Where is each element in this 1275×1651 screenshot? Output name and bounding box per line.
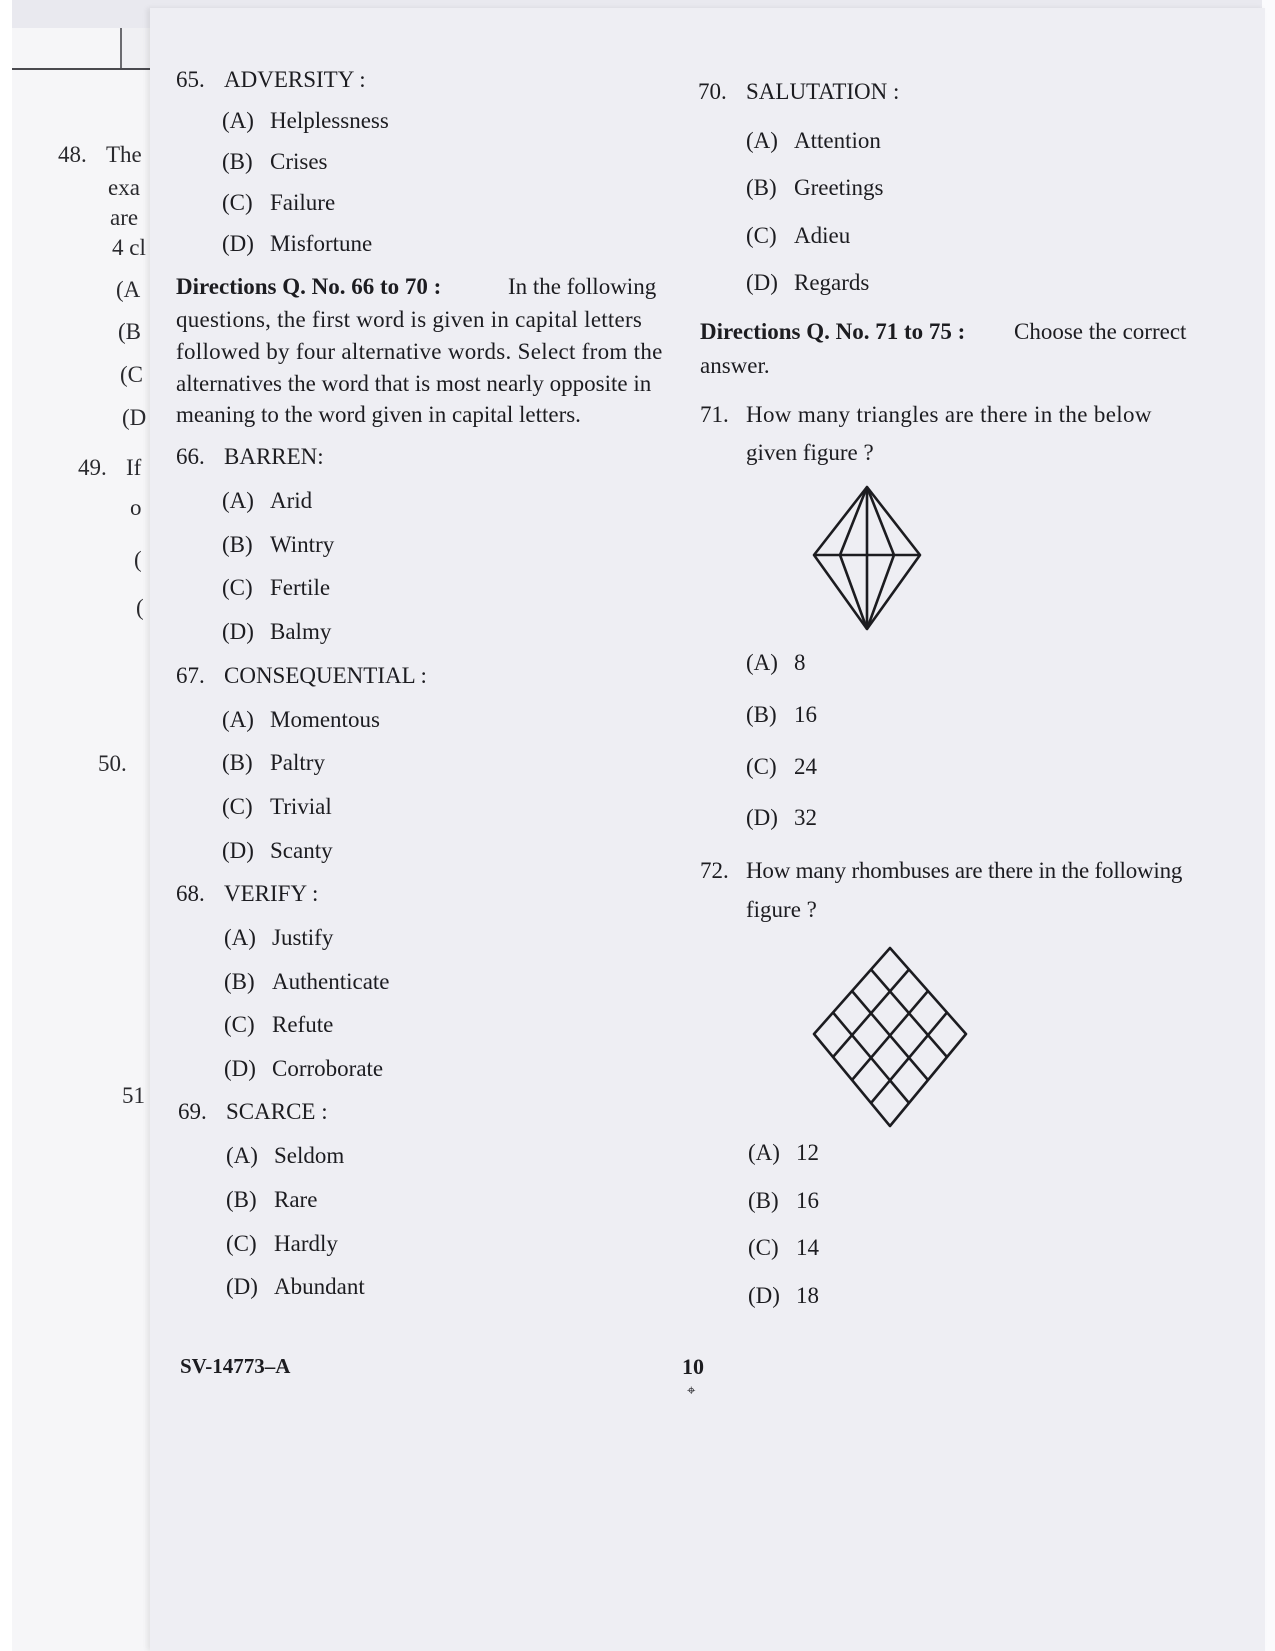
option-b[interactable] bbox=[746, 701, 817, 728]
option-text: Scanty bbox=[270, 838, 333, 863]
option-label: (C) bbox=[224, 1012, 255, 1037]
option-b[interactable] bbox=[222, 531, 334, 558]
directions-lead: Directions Q. No. 66 to 70 : bbox=[176, 274, 442, 299]
option-text: 16 bbox=[796, 1188, 819, 1213]
question-number: 68. bbox=[176, 881, 205, 906]
paper-code: SV-14773–A bbox=[180, 1354, 291, 1378]
option-c[interactable] bbox=[222, 574, 330, 601]
option-text: Paltry bbox=[270, 750, 325, 775]
option-b[interactable] bbox=[746, 174, 883, 201]
option-label: (D) bbox=[222, 619, 254, 644]
exam-page bbox=[150, 8, 1265, 1651]
option-text: 8 bbox=[794, 650, 806, 675]
q48-option-d: (D bbox=[122, 405, 147, 430]
option-b[interactable] bbox=[748, 1187, 819, 1214]
underlying-page-strip bbox=[12, 28, 150, 1651]
option-label: (B) bbox=[748, 1188, 779, 1213]
option-label: (D) bbox=[748, 1283, 780, 1308]
q48-line-3: are bbox=[110, 205, 139, 230]
option-d[interactable] bbox=[222, 618, 331, 645]
option-label: (C) bbox=[746, 223, 777, 248]
q49-number: 49. bbox=[78, 455, 107, 480]
option-d[interactable] bbox=[746, 804, 817, 831]
option-a[interactable] bbox=[222, 706, 380, 733]
q50-number: 50. bbox=[98, 751, 127, 776]
directions-line-2: questions, the first word is given in capital letters bbox=[176, 307, 643, 332]
q49-line-3: ( bbox=[134, 547, 142, 572]
option-c[interactable] bbox=[224, 1011, 333, 1038]
question-number: 65. bbox=[176, 67, 205, 92]
directions-line-4: alternatives the word that is most nearly opposite in bbox=[176, 371, 652, 396]
option-text: Hardly bbox=[274, 1231, 338, 1256]
question-word: ADVERSITY : bbox=[224, 67, 366, 92]
question-line-1: How many rhombuses are there in the following bbox=[746, 858, 1183, 883]
option-text: 18 bbox=[796, 1283, 819, 1308]
option-label: (A) bbox=[222, 488, 254, 513]
option-label: (B) bbox=[222, 532, 253, 557]
option-b[interactable] bbox=[226, 1186, 317, 1213]
option-label: (A) bbox=[222, 108, 254, 133]
option-label: (D) bbox=[224, 1056, 256, 1081]
q48-option-c: (C bbox=[120, 362, 143, 387]
question-word: SCARCE : bbox=[226, 1099, 328, 1124]
option-text: Authenticate bbox=[272, 969, 390, 994]
option-text: Justify bbox=[272, 925, 334, 950]
option-b[interactable] bbox=[224, 968, 390, 995]
option-text: 24 bbox=[794, 754, 817, 779]
question-number: 71. bbox=[700, 402, 729, 427]
question-word: CONSEQUENTIAL : bbox=[224, 663, 427, 688]
option-text: Greetings bbox=[794, 175, 884, 200]
option-label: (D) bbox=[746, 270, 778, 295]
registration-mark-icon: ⌖ bbox=[687, 1383, 696, 1399]
option-d[interactable] bbox=[226, 1273, 365, 1300]
option-label: (D) bbox=[222, 838, 254, 863]
option-b[interactable] bbox=[222, 749, 325, 776]
q48-option-b: (B bbox=[118, 319, 141, 344]
option-c[interactable] bbox=[748, 1234, 819, 1261]
directions-lead: Directions Q. No. 71 to 75 : bbox=[700, 319, 966, 344]
option-c[interactable] bbox=[226, 1230, 338, 1257]
option-text: Failure bbox=[270, 190, 336, 215]
q48-line-2: exa bbox=[108, 175, 140, 200]
q51-number: 51 bbox=[122, 1083, 145, 1108]
option-a[interactable] bbox=[748, 1139, 819, 1166]
option-c[interactable] bbox=[222, 189, 335, 216]
q49-line-2: o bbox=[130, 495, 142, 520]
directions-line-3: followed by four alternative words. Select from the bbox=[176, 339, 663, 364]
option-text: 16 bbox=[794, 702, 817, 727]
option-label: (A) bbox=[748, 1140, 780, 1165]
option-c[interactable] bbox=[746, 222, 850, 249]
option-a[interactable] bbox=[222, 107, 389, 134]
q49-line-1: If bbox=[126, 455, 142, 480]
question-number: 67. bbox=[176, 663, 205, 688]
option-label: (B) bbox=[746, 175, 777, 200]
option-text: Abundant bbox=[274, 1274, 365, 1299]
option-text: Arid bbox=[270, 488, 313, 513]
question-number: 72. bbox=[700, 858, 729, 883]
option-label: (C) bbox=[746, 754, 777, 779]
option-d[interactable] bbox=[224, 1055, 383, 1082]
option-label: (D) bbox=[222, 231, 254, 256]
question-word: VERIFY : bbox=[224, 881, 319, 906]
question-number: 69. bbox=[178, 1099, 207, 1124]
option-label: (D) bbox=[746, 805, 778, 830]
option-text: Refute bbox=[272, 1012, 334, 1037]
option-text: Adieu bbox=[794, 223, 851, 248]
option-c[interactable] bbox=[222, 793, 332, 820]
option-c[interactable] bbox=[746, 753, 817, 780]
option-text: Helplessness bbox=[270, 108, 389, 133]
question-number: 66. bbox=[176, 444, 205, 469]
option-a[interactable] bbox=[224, 924, 333, 951]
option-a[interactable] bbox=[746, 127, 881, 154]
page-corner-fold bbox=[120, 28, 152, 70]
option-text: Misfortune bbox=[270, 231, 373, 256]
option-a[interactable] bbox=[222, 487, 312, 514]
option-text: Balmy bbox=[270, 619, 332, 644]
option-label: (C) bbox=[222, 794, 253, 819]
q48-option-a: (A bbox=[116, 277, 141, 302]
option-label: (A) bbox=[222, 707, 254, 732]
option-text: Rare bbox=[274, 1187, 318, 1212]
triangle-figure bbox=[810, 483, 925, 635]
option-text: Attention bbox=[794, 128, 881, 153]
q48-line-4: 4 cl bbox=[112, 235, 146, 260]
option-label: (B) bbox=[226, 1187, 257, 1212]
option-label: (B) bbox=[746, 702, 777, 727]
header-rule bbox=[12, 68, 152, 70]
option-label: (A) bbox=[746, 128, 778, 153]
option-label: (B) bbox=[222, 750, 253, 775]
option-d[interactable] bbox=[222, 837, 333, 864]
option-a[interactable] bbox=[226, 1142, 344, 1169]
option-text: Wintry bbox=[270, 532, 335, 557]
question-line-1: How many triangles are there in the below bbox=[746, 402, 1152, 427]
question-word: SALUTATION : bbox=[746, 79, 900, 104]
option-label: (C) bbox=[222, 190, 253, 215]
option-label: (C) bbox=[748, 1235, 779, 1260]
directions-line-2: answer. bbox=[700, 353, 770, 378]
option-text: 14 bbox=[796, 1235, 819, 1260]
directions-line-1: In the following bbox=[508, 274, 657, 299]
option-label: (D) bbox=[226, 1274, 258, 1299]
question-number: 70. bbox=[698, 79, 727, 104]
option-label: (A) bbox=[226, 1143, 258, 1168]
scan-edge-left bbox=[0, 0, 12, 1651]
rhombus-figure bbox=[810, 944, 970, 1134]
option-text: Fertile bbox=[270, 575, 331, 600]
option-text: 12 bbox=[796, 1140, 819, 1165]
option-label: (C) bbox=[226, 1231, 257, 1256]
question-line-2: figure ? bbox=[746, 897, 817, 922]
option-text: Seldom bbox=[274, 1143, 345, 1168]
q48-number: 48. bbox=[58, 142, 87, 167]
option-d[interactable] bbox=[746, 269, 869, 296]
option-text: Trivial bbox=[270, 794, 332, 819]
option-text: Crises bbox=[270, 149, 328, 174]
page-number: 10 bbox=[682, 1354, 704, 1379]
option-text: Regards bbox=[794, 270, 870, 295]
option-text: 32 bbox=[794, 805, 817, 830]
option-d[interactable] bbox=[748, 1282, 819, 1309]
directions-rest: Choose the correct bbox=[1014, 319, 1187, 344]
question-line-2: given figure ? bbox=[746, 440, 874, 465]
q49-line-4: ( bbox=[136, 595, 144, 620]
question-word: BARREN: bbox=[224, 444, 324, 469]
option-label: (A) bbox=[224, 925, 256, 950]
q48-line-1: The bbox=[106, 142, 142, 167]
option-d[interactable] bbox=[222, 230, 372, 257]
option-text: Momentous bbox=[270, 707, 380, 732]
directions-line-5: meaning to the word given in capital letters. bbox=[176, 402, 581, 427]
option-label: (B) bbox=[222, 149, 253, 174]
option-text: Corroborate bbox=[272, 1056, 384, 1081]
option-a[interactable] bbox=[746, 649, 806, 676]
option-label: (C) bbox=[222, 575, 253, 600]
option-b[interactable] bbox=[222, 148, 328, 175]
option-label: (B) bbox=[224, 969, 255, 994]
option-label: (A) bbox=[746, 650, 778, 675]
